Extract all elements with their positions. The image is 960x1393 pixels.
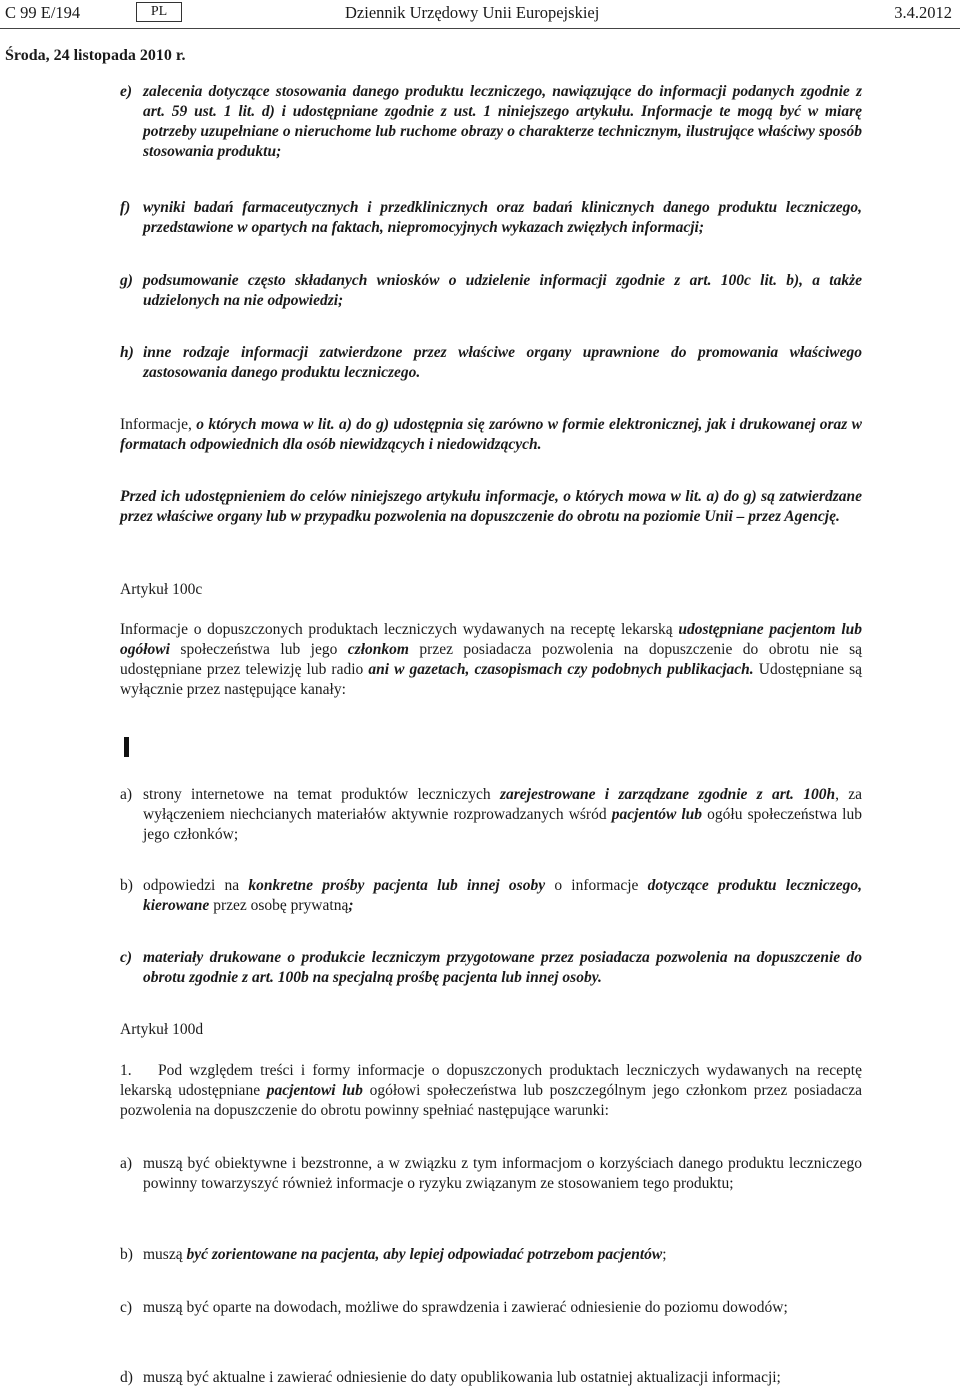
text-span: członkom <box>347 641 409 658</box>
list-label: d) <box>120 1369 133 1386</box>
list-text: muszą być obiektywne i bezstronne, a w związku z tym informacjom o korzyściach danego produktu leczniczego powinny towarzyszyć również informacje o ryzyku związanym ze stosowaniem tego produktu; <box>143 1155 862 1192</box>
text-span: odpowiedzi na <box>143 877 249 894</box>
article-100d-title: Artykuł 100d <box>120 1021 204 1038</box>
article-100c-title: Artykuł 100c <box>120 581 203 598</box>
info-rest: o których mowa w lit. a) do g) udostępnia się zarówno w formie elektronicznej, jak i drukowanej oraz w formatach odpowiednich dla osób niewidzących i niedowidzących. <box>120 416 862 453</box>
list-text: wyniki badań farmaceutycznych i przedklinicznych oraz badań klinicznych danego produktu leczniczego, przedstawione w opartych na faktach, niepromocyjnych wykazach zwięzłych informacji; <box>143 199 862 236</box>
text-span: konkretne prośby pacjenta lub innej osoby <box>248 877 546 894</box>
list-label: f) <box>120 199 131 216</box>
change-bar-marker <box>124 737 129 757</box>
text-span: Pod względem treści i formy informacje o dopuszczonych produktach leczniczych wydawanych na receptę lekarską udostępniane <box>120 1062 862 1099</box>
list-text: muszą być oparte na dowodach, możliwe do sprawdzenia i zawierać odniesienie do poziomu dowodów; <box>143 1299 788 1316</box>
header-divider <box>0 28 960 29</box>
text-span: muszą <box>143 1246 187 1263</box>
condition-item-c <box>120 1298 862 1318</box>
list-text <box>143 1245 862 1265</box>
info-paragraph <box>120 415 862 455</box>
list-text: muszą być aktualne i zawierać odniesienie do daty opublikowania lub ostatniej aktualizacji informacji; <box>143 1369 781 1386</box>
text-span: strony internetowe na temat produktów leczniczych <box>143 786 500 803</box>
list-text <box>143 785 862 845</box>
list-item-g <box>120 271 862 311</box>
language-badge: PL <box>136 2 182 22</box>
text-span: być zorientowane na pacjenta, aby lepiej odpowiadać potrzebom pacjentów <box>186 1246 663 1263</box>
text-span: , za wyłączeniem niechcianych materiałów aktywnie rozprowadzanych wśród <box>143 786 862 823</box>
list-item-b <box>120 876 862 916</box>
text-span: przez osobę prywatną <box>209 897 349 914</box>
approval-paragraph: Przed ich udostępnieniem do celów niniejszego artykułu informacje, o których mowa w lit. a) do g) są zatwierdzane przez właściwe organy lub w przypadku pozwolenia na dopuszczenie do obrotu na poziomie Unii – przez Agencję. <box>120 488 862 525</box>
list-item-f <box>120 198 862 238</box>
condition-item-d <box>120 1368 862 1388</box>
list-text <box>143 876 862 916</box>
list-label: e) <box>120 83 133 100</box>
list-text: zalecenia dotyczące stosowania danego produktu leczniczego, nawiązujące do informacji podanych zgodnie z art. 59 ust. 1 lit. d) i udostępniane zgodnie z ust. 1 niniejszego artykułu. Informacje te mogą być w miarę potrzeby uzupełniane o nieruchome lub ruchome obrazy o charakterze technicznym, ilustrujące właściwy sposób stosowania produktu; <box>143 83 862 160</box>
text-span: udostępniane pacjentom lub ogółowi <box>120 621 863 658</box>
text-span: ; <box>348 897 354 914</box>
page-header <box>0 3 960 27</box>
list-label: g) <box>120 272 133 289</box>
text-span: przez posiadacza pozwolenia na dopuszczenie do obrotu nie są udostępniane przez telewizję lub radio <box>120 641 862 678</box>
list-text: podsumowanie często składanych wniosków o udzielenie informacji zgodnie z art. 100c lit. b), a także udzielonych na nie odpowiedzi; <box>143 272 862 309</box>
point-number: 1. <box>120 1062 132 1079</box>
article-100c-intro <box>120 620 862 700</box>
list-label: h) <box>120 344 134 361</box>
publication-date: 3.4.2012 <box>894 3 952 22</box>
list-text: materiały drukowane o produkcie leczniczym przygotowane przez posiadacza pozwolenia na dopuszczenie do obrotu zgodnie z art. 100b na specjalną prośbę pacjenta lub innej osoby. <box>143 949 862 986</box>
list-label: a) <box>120 786 133 803</box>
list-item-h <box>120 343 862 383</box>
text-span: społeczeństwa lub jego <box>169 641 348 658</box>
text-span: Informacje o dopuszczonych produktach leczniczych wydawanych na receptę lekarską <box>120 621 679 638</box>
text-span: ani w gazetach, czasopismach czy podobnych publikacjach. <box>368 661 754 678</box>
list-label: b) <box>120 877 133 894</box>
list-item-c <box>120 948 862 988</box>
condition-item-a <box>120 1154 862 1194</box>
list-label: c) <box>120 949 133 966</box>
list-label: a) <box>120 1155 133 1172</box>
list-label: c) <box>120 1299 133 1316</box>
list-text: inne rodzaje informacji zatwierdzone przez właściwe organy uprawnione do promowania właściwego zastosowania danego produktu leczniczego. <box>143 344 862 381</box>
text-span: o informacje <box>545 877 648 894</box>
info-lead: Informacje, <box>120 416 192 433</box>
text-span: pacjentowi lub <box>266 1082 363 1099</box>
text-span: ; <box>662 1246 667 1263</box>
journal-title: Dziennik Urzędowy Unii Europejskiej <box>345 3 600 22</box>
text-span: pacjentów lub <box>611 806 703 823</box>
list-label: b) <box>120 1246 133 1263</box>
session-date: Środa, 24 listopada 2010 r. <box>5 47 186 64</box>
journal-reference: C 99 E/194 <box>5 3 81 22</box>
article-100d-point-1 <box>120 1061 862 1121</box>
condition-item-b <box>120 1245 862 1265</box>
text-span: ogółowi społeczeństwa lub poszczególnym jego członkom przez posiadacza pozwolenia na dopuszczenie do obrotu powinny spełniać następujące warunki: <box>120 1082 862 1119</box>
text-span: zarejestrowane i zarządzane zgodnie z art. 100h <box>499 786 836 803</box>
text-span: dotyczące produktu leczniczego, kierowane <box>143 877 862 914</box>
list-item-e <box>120 82 862 162</box>
text-span: Udostępniane są wyłącznie przez następujące kanały: <box>120 661 862 698</box>
text-span: ogółu społeczeństwa lub jego członków; <box>143 806 862 843</box>
list-item-a <box>120 785 862 845</box>
